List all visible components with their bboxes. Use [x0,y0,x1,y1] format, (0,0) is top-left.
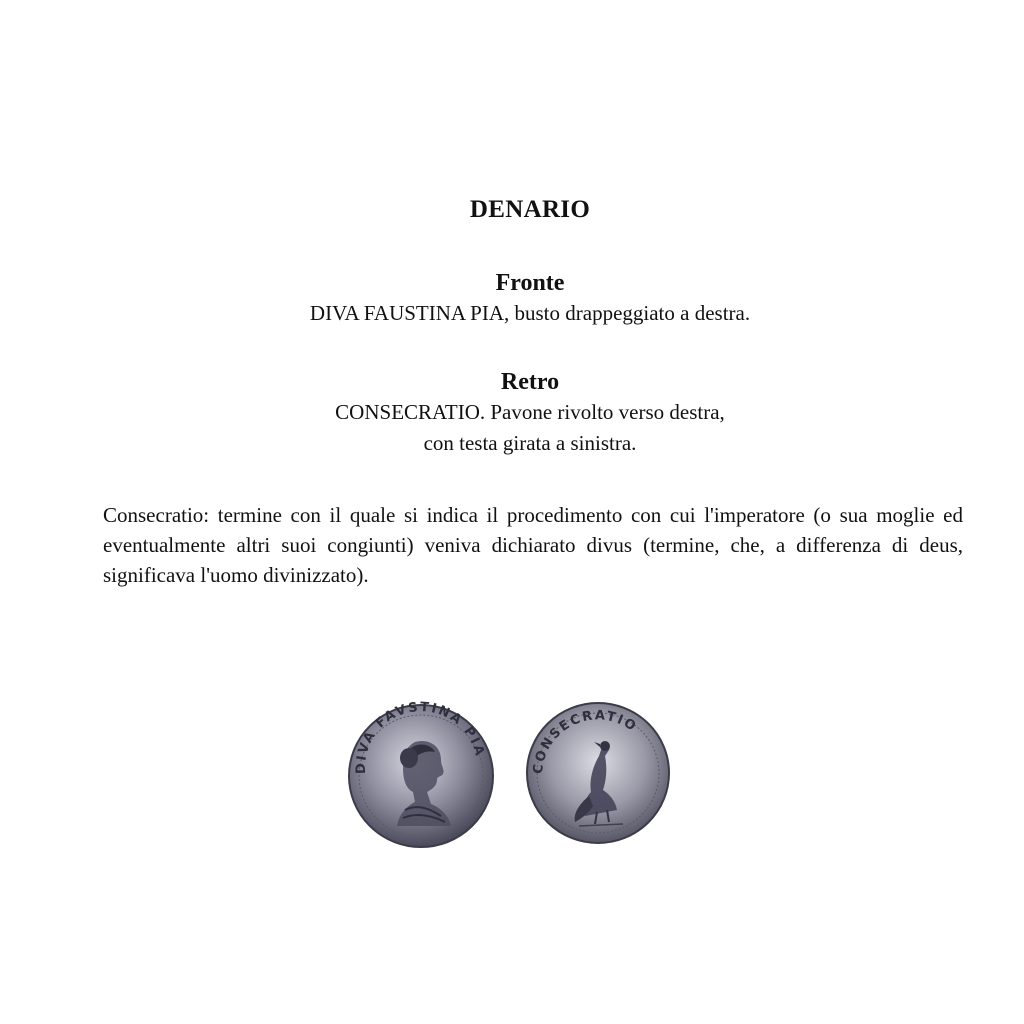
reverse-heading: Retro [500,369,560,395]
reverse-description-line-2: con testa girata a sinistra. [423,431,637,455]
consecratio-note: Consecratio: termine con il quale si indica il procedimento con cui l'imperatore (o sua moglie ed eventualmente altri suoi congiunti) veniva dichiarato divus (termine, che, a differenza di deus, significava l'uomo divinizzato). [103,503,963,587]
obverse-section [0,268,1024,329]
obverse-heading: Fronte [495,270,565,296]
reverse-description-line-1: CONSECRATIO. Pavone rivolto verso destra, [335,400,725,424]
coin-images [345,700,675,850]
reverse-coin-legend: CONSECRATIO [530,708,640,775]
obverse-description: DIVA FAUSTINA PIA, busto drappeggiato a destra. [309,301,751,325]
obverse-coin-legend: DIVA FAVSTINA PIA [353,700,488,775]
reverse-section [0,367,1024,459]
document-title: DENARIO [469,196,591,223]
obverse-coin-image [345,700,497,850]
reverse-coin-image [523,700,673,846]
